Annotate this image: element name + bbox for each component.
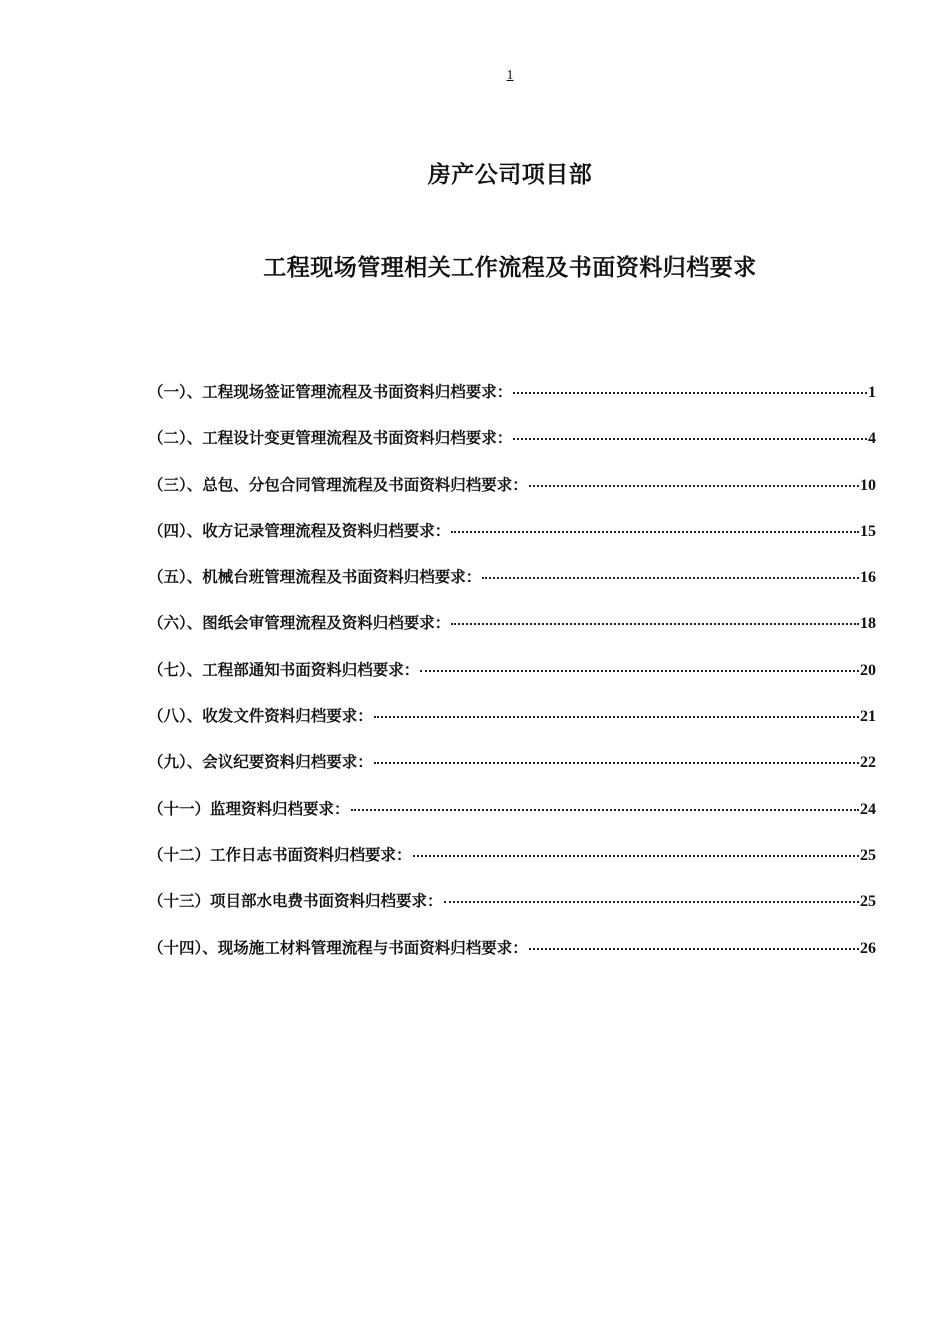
- toc-entry-11[interactable]: [148, 843, 876, 889]
- toc-entry-1[interactable]: [148, 380, 876, 426]
- toc-dot-leader: [482, 577, 859, 579]
- toc-entry-page: 21: [860, 708, 876, 726]
- toc-dot-leader: [420, 670, 859, 672]
- toc-entry-page: 22: [860, 754, 876, 772]
- toc-dot-leader: [444, 901, 859, 903]
- toc-entry-page: 10: [860, 476, 876, 494]
- toc-entry-label: （十二）工作日志书面资料归档要求：: [148, 844, 412, 864]
- toc-entry-label: （六）、图纸会审管理流程及资料归档要求：: [148, 613, 451, 633]
- toc-dot-leader: [529, 485, 859, 487]
- toc-entry-label: （二）、工程设计变更管理流程及书面资料归档要求：: [148, 428, 513, 448]
- toc-entry-label: （四）、收方记录管理流程及资料归档要求：: [148, 520, 451, 540]
- page-number: 1: [506, 68, 514, 83]
- toc-entry-7[interactable]: [148, 658, 876, 704]
- toc-entry-label: （三）、总包、分包合同管理流程及书面资料归档要求：: [148, 474, 528, 494]
- toc-dot-leader: [413, 855, 859, 857]
- toc-dot-leader: [513, 438, 867, 440]
- toc-entry-13[interactable]: [148, 936, 876, 982]
- toc-entry-label: （八）、收发文件资料归档要求：: [148, 706, 373, 726]
- toc-entry-2[interactable]: [148, 426, 876, 472]
- toc-entry-page: 18: [860, 615, 876, 633]
- toc-dot-leader: [374, 762, 859, 764]
- toc-entry-page: 20: [860, 661, 876, 679]
- toc-entry-label: （五）、机械台班管理流程及书面资料归档要求：: [148, 567, 482, 587]
- toc-entry-label: （十四）、现场施工材料管理流程与书面资料归档要求：: [148, 937, 528, 957]
- toc-entry-8[interactable]: [148, 704, 876, 750]
- toc-entry-label: （十三）项目部水电费书面资料归档要求：: [148, 891, 443, 911]
- toc-entry-9[interactable]: [148, 750, 876, 796]
- toc-dot-leader: [351, 809, 859, 811]
- toc-entry-page: 15: [860, 522, 876, 540]
- toc-dot-leader: [374, 716, 859, 718]
- toc-entry-page: 24: [860, 800, 876, 818]
- toc-entry-page: 1: [868, 384, 876, 401]
- toc-entry-5[interactable]: [148, 565, 876, 611]
- toc-entry-label: （九）、会议纪要资料归档要求：: [148, 752, 373, 772]
- table-of-contents: [148, 380, 876, 982]
- toc-entry-page: 25: [860, 893, 876, 911]
- document-title: 房产公司项目部: [427, 162, 593, 188]
- toc-entry-page: 16: [860, 569, 876, 587]
- toc-entry-label: （十一）监理资料归档要求：: [148, 798, 350, 818]
- toc-entry-label: （一）、工程现场签证管理流程及书面资料归档要求：: [148, 382, 513, 401]
- toc-entry-page: 25: [860, 846, 876, 864]
- toc-dot-leader: [529, 948, 859, 950]
- toc-dot-leader: [451, 623, 859, 625]
- toc-entry-page: 26: [860, 939, 876, 957]
- toc-entry-6[interactable]: [148, 611, 876, 657]
- toc-entry-4[interactable]: [148, 519, 876, 565]
- toc-dot-leader: [513, 392, 867, 394]
- toc-entry-page: 4: [868, 430, 876, 448]
- toc-dot-leader: [451, 531, 859, 533]
- toc-entry-3[interactable]: [148, 473, 876, 519]
- toc-entry-label: （七）、工程部通知书面资料归档要求：: [148, 659, 420, 679]
- toc-entry-10[interactable]: [148, 797, 876, 843]
- toc-entry-12[interactable]: [148, 889, 876, 935]
- document-subtitle: 工程现场管理相关工作流程及书面资料归档要求: [263, 255, 757, 281]
